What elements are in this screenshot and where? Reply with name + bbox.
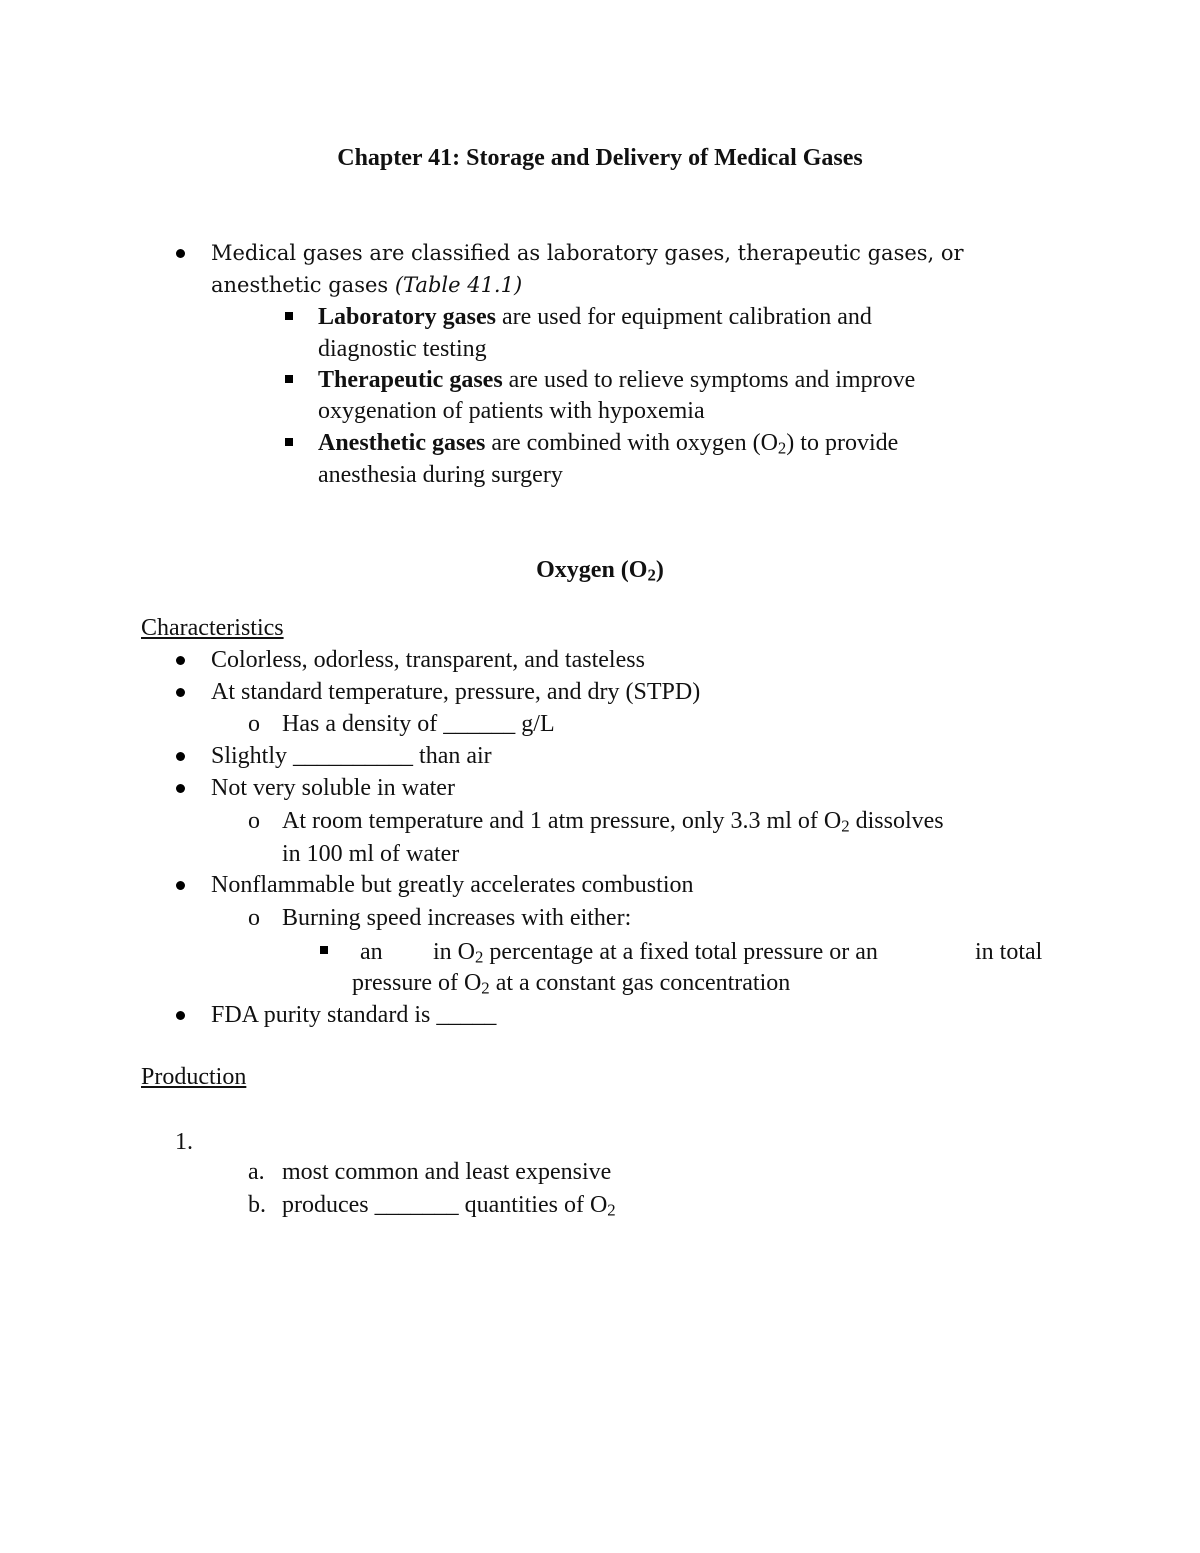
increase-text-mid: percentage at a fixed total pressure or an <box>483 939 878 965</box>
increase-text: in O <box>433 939 475 965</box>
list-marker-a: a. <box>248 1159 265 1185</box>
bullet-icon <box>176 881 185 890</box>
subscript: 2 <box>647 565 656 585</box>
therapeutic-gases-item <box>318 366 915 394</box>
increase-an-1: an <box>360 939 383 965</box>
density-item: Has a density of ______ g/L <box>282 711 555 737</box>
increase-line-2-text: pressure of O <box>352 970 482 996</box>
bullet-icon <box>176 656 185 665</box>
anesthetic-gases-desc-end: ) to provide <box>786 430 899 456</box>
bullet-icon <box>176 249 185 258</box>
page-title: Chapter 41: Storage and Delivery of Medical Gases <box>337 145 863 171</box>
solubility-line-2: in 100 ml of water <box>282 841 460 867</box>
characteristic-item-4: Not very soluble in water <box>211 775 455 801</box>
subscript: 2 <box>481 978 490 998</box>
anesthetic-gases-term: Anesthetic gases <box>318 430 486 456</box>
therapeutic-gases-desc: are used to relieve symptoms and improve <box>502 367 916 393</box>
sub-bullet-marker: o <box>248 905 260 931</box>
subscript: 2 <box>475 947 484 967</box>
production-item-b <box>282 1191 616 1219</box>
subscript: 2 <box>777 438 787 458</box>
intro-line-1: Medical gases are classified as laboratory gases, therapeutic gases, or <box>211 241 964 265</box>
oxygen-heading-text: Oxygen (O <box>536 557 648 583</box>
subscript: 2 <box>607 1200 616 1220</box>
characteristic-item-6: FDA purity standard is _____ <box>211 1002 497 1028</box>
oxygen-heading <box>0 556 1200 584</box>
production-item-a: most common and least expensive <box>282 1159 612 1185</box>
oxygen-heading-close: ) <box>655 557 664 583</box>
square-bullet-icon <box>285 312 293 320</box>
production-heading: Production <box>141 1064 247 1090</box>
anesthetic-gases-item <box>318 429 898 457</box>
bullet-icon <box>176 1011 185 1020</box>
list-marker-b: b. <box>248 1192 266 1218</box>
characteristic-item-1: Colorless, odorless, transparent, and tasteless <box>211 647 645 673</box>
laboratory-gases-item <box>318 303 872 331</box>
characteristic-item-2: At standard temperature, pressure, and dry (STPD) <box>211 679 701 705</box>
solubility-text-end: dissolves <box>849 808 944 834</box>
therapeutic-gases-line-2: oxygenation of patients with hypoxemia <box>318 398 705 424</box>
increase-o2-percentage <box>433 938 878 966</box>
bullet-icon <box>176 784 185 793</box>
square-bullet-icon <box>285 375 293 383</box>
anesthetic-gases-desc: are combined with oxygen (O <box>485 430 778 456</box>
therapeutic-gases-term: Therapeutic gases <box>318 367 503 393</box>
solubility-item <box>282 807 944 835</box>
sub-bullet-marker: o <box>248 711 260 737</box>
solubility-text: At room temperature and 1 atm pressure, only 3.3 ml of O <box>282 808 842 834</box>
sub-bullet-marker: o <box>248 808 260 834</box>
square-bullet-icon <box>285 438 293 446</box>
intro-line-2 <box>211 271 522 299</box>
increase-line-2-end: at a constant gas concentration <box>489 970 791 996</box>
laboratory-gases-desc: are used for equipment calibration and <box>495 304 872 330</box>
square-bullet-icon <box>320 946 328 954</box>
characteristic-item-3: Slightly __________ than air <box>211 743 492 769</box>
characteristics-heading: Characteristics <box>141 615 284 641</box>
increase-line-2 <box>352 969 790 997</box>
intro-line-2-text: anesthetic gases <box>211 273 395 297</box>
production-number-1: 1. <box>175 1129 193 1155</box>
bullet-icon <box>176 688 185 697</box>
laboratory-gases-term: Laboratory gases <box>318 304 496 330</box>
subscript: 2 <box>841 816 850 836</box>
bullet-icon <box>176 752 185 761</box>
characteristic-item-5: Nonflammable but greatly accelerates combustion <box>211 872 694 898</box>
anesthetic-gases-line-2: anesthesia during surgery <box>318 462 563 488</box>
burning-speed-item: Burning speed increases with either: <box>282 905 632 931</box>
table-reference: (Table 41.1) <box>394 273 523 297</box>
production-item-b-text: produces _______ quantities of O <box>282 1192 608 1218</box>
increase-total-text: in total <box>975 939 1043 965</box>
laboratory-gases-line-2: diagnostic testing <box>318 336 487 362</box>
